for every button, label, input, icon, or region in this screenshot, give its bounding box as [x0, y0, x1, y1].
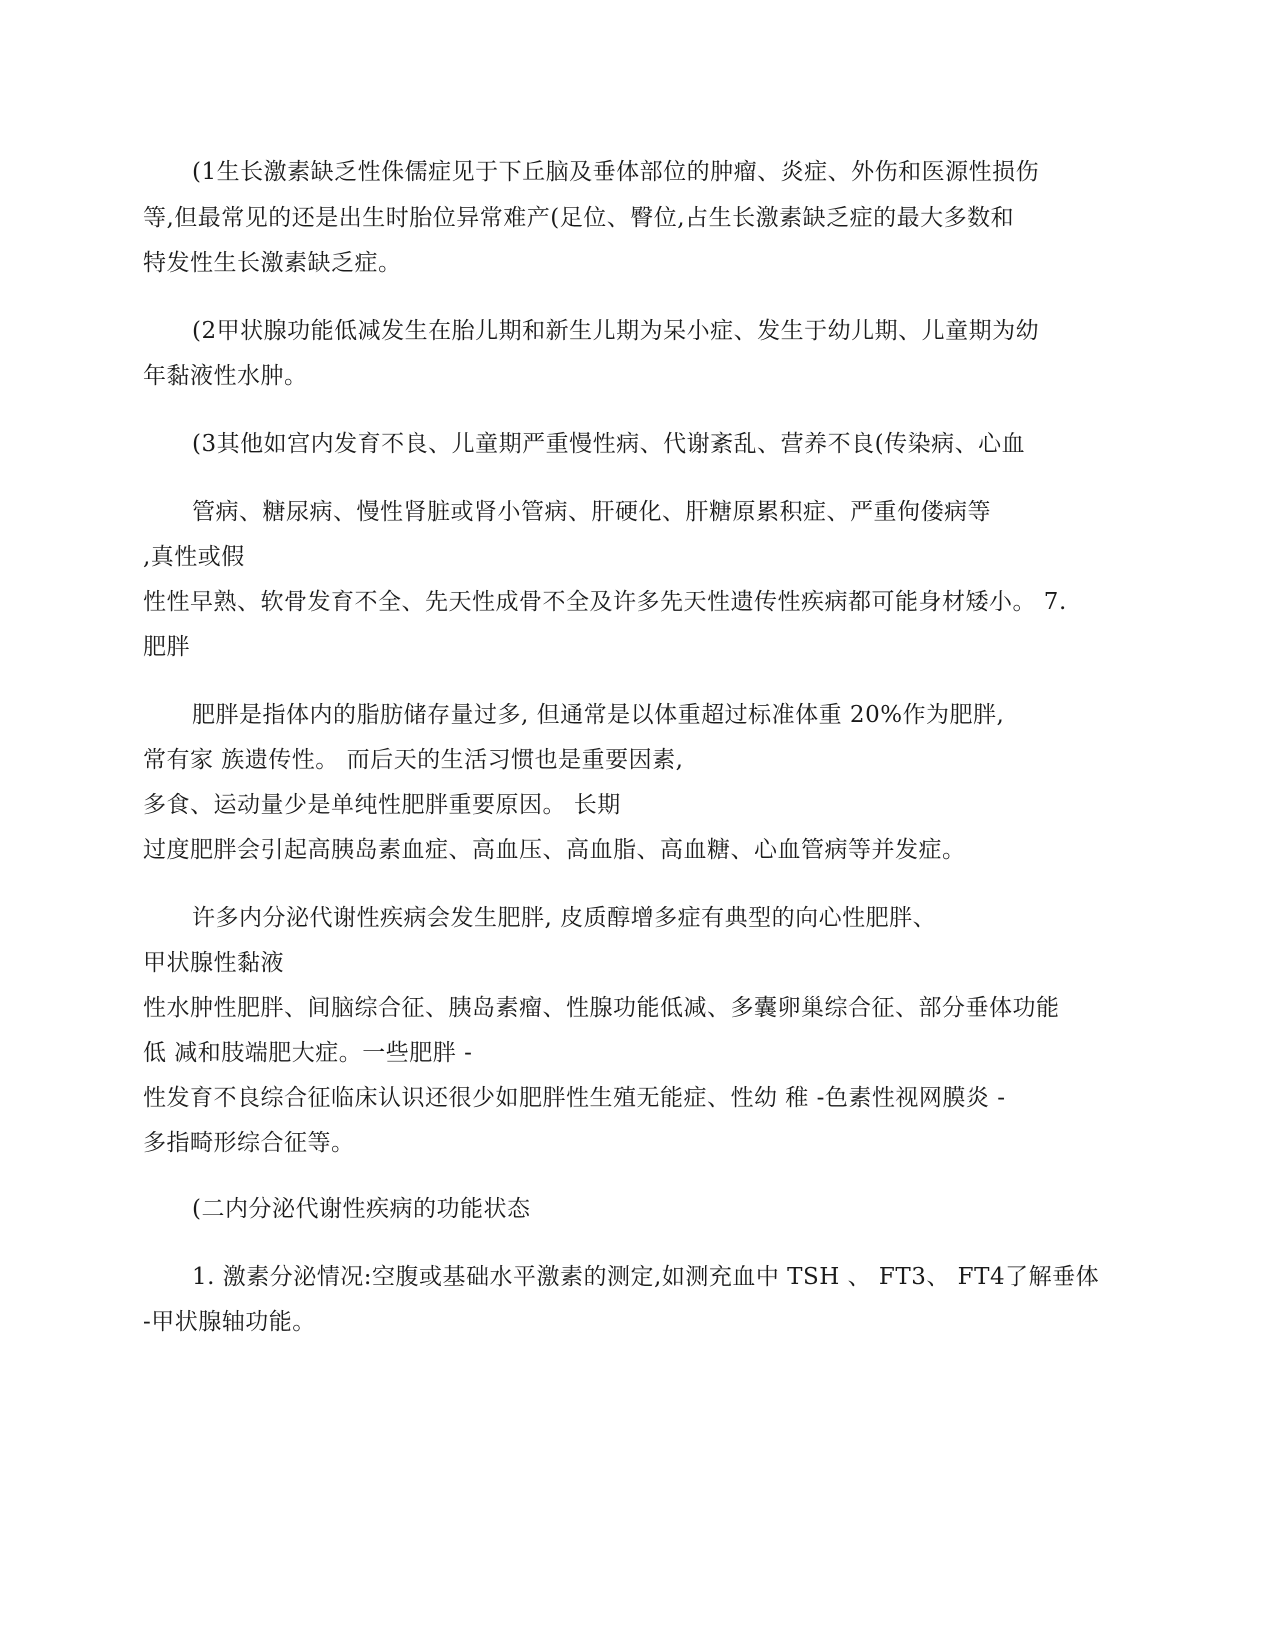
- paragraph-5-line-4: 过度肥胖会引起高胰岛素血症、高血压、高血脂、高血糖、心血管病等并发症。: [143, 837, 966, 863]
- paragraph-5-line-2: 常有家 族遗传性。 而后天的生活习惯也是重要因素,: [143, 747, 684, 773]
- paragraph-6-line-2: 甲状腺性黏液: [143, 950, 284, 976]
- paragraph-5-line-1: 肥胖是指体内的脂肪储存量过多, 但通常是以体重超过标准体重 20%作为肥胖,: [192, 702, 1005, 728]
- paragraph-2-line-1: (2甲状腺功能低减发生在胎儿期和新生儿期为呆小症、发生于幼儿期、儿童期为幼: [192, 318, 1040, 344]
- paragraph-5-line-3: 多食、运动量少是单纯性肥胖重要原因。 长期: [143, 792, 621, 818]
- paragraph-4-line-2: ,真性或假: [143, 544, 245, 570]
- paragraph-6-line-1: 许多内分泌代谢性疾病会发生肥胖, 皮质醇增多症有典型的向心性肥胖、: [192, 905, 937, 931]
- paragraph-6-line-4: 低 减和肢端肥大症。一些肥胖 -: [143, 1040, 473, 1066]
- paragraph-3-line-1: (3其他如宫内发育不良、儿童期严重慢性病、代谢紊乱、营养不良(传染病、心血: [192, 431, 1026, 457]
- paragraph-4-line-3: 性性早熟、软骨发育不全、先天性成骨不全及许多先天性遗传性疾病都可能身材矮小。 7.: [143, 589, 1067, 615]
- paragraph-2-line-2: 年黏液性水肿。: [143, 363, 308, 389]
- paragraph-8-line-1: 1. 激素分泌情况:空腹或基础水平激素的测定,如测充血中 TSH 、 FT3、 FT4了解垂体: [192, 1264, 1100, 1290]
- section-heading: (二内分泌代谢性疾病的功能状态: [192, 1196, 531, 1222]
- paragraph-4-line-4: 肥胖: [143, 634, 190, 660]
- paragraph-8-line-2: -甲状腺轴功能。: [143, 1309, 316, 1335]
- paragraph-1-line-2: 等,但最常见的还是出生时胎位异常难产(足位、臀位,占生长激素缺乏症的最大多数和: [143, 205, 1015, 231]
- paragraph-4-line-1: 管病、糖尿病、慢性肾脏或肾小管病、肝硬化、肝糖原累积症、严重佝偻病等: [192, 499, 991, 525]
- paragraph-1-line-1: (1生长激素缺乏性侏儒症见于下丘脑及垂体部位的肿瘤、炎症、外伤和医源性损伤: [192, 159, 1040, 185]
- paragraph-6-line-5: 性发育不良综合征临床认识还很少如肥胖性生殖无能症、性幼 稚 -色素性视网膜炎 -: [143, 1085, 1006, 1111]
- paragraph-6-line-6: 多指畸形综合征等。: [143, 1130, 355, 1156]
- paragraph-6-line-3: 性水肿性肥胖、间脑综合征、胰岛素瘤、性腺功能低减、多囊卵巢综合征、部分垂体功能: [143, 995, 1060, 1021]
- paragraph-1-line-3: 特发性生长激素缺乏症。: [143, 250, 402, 276]
